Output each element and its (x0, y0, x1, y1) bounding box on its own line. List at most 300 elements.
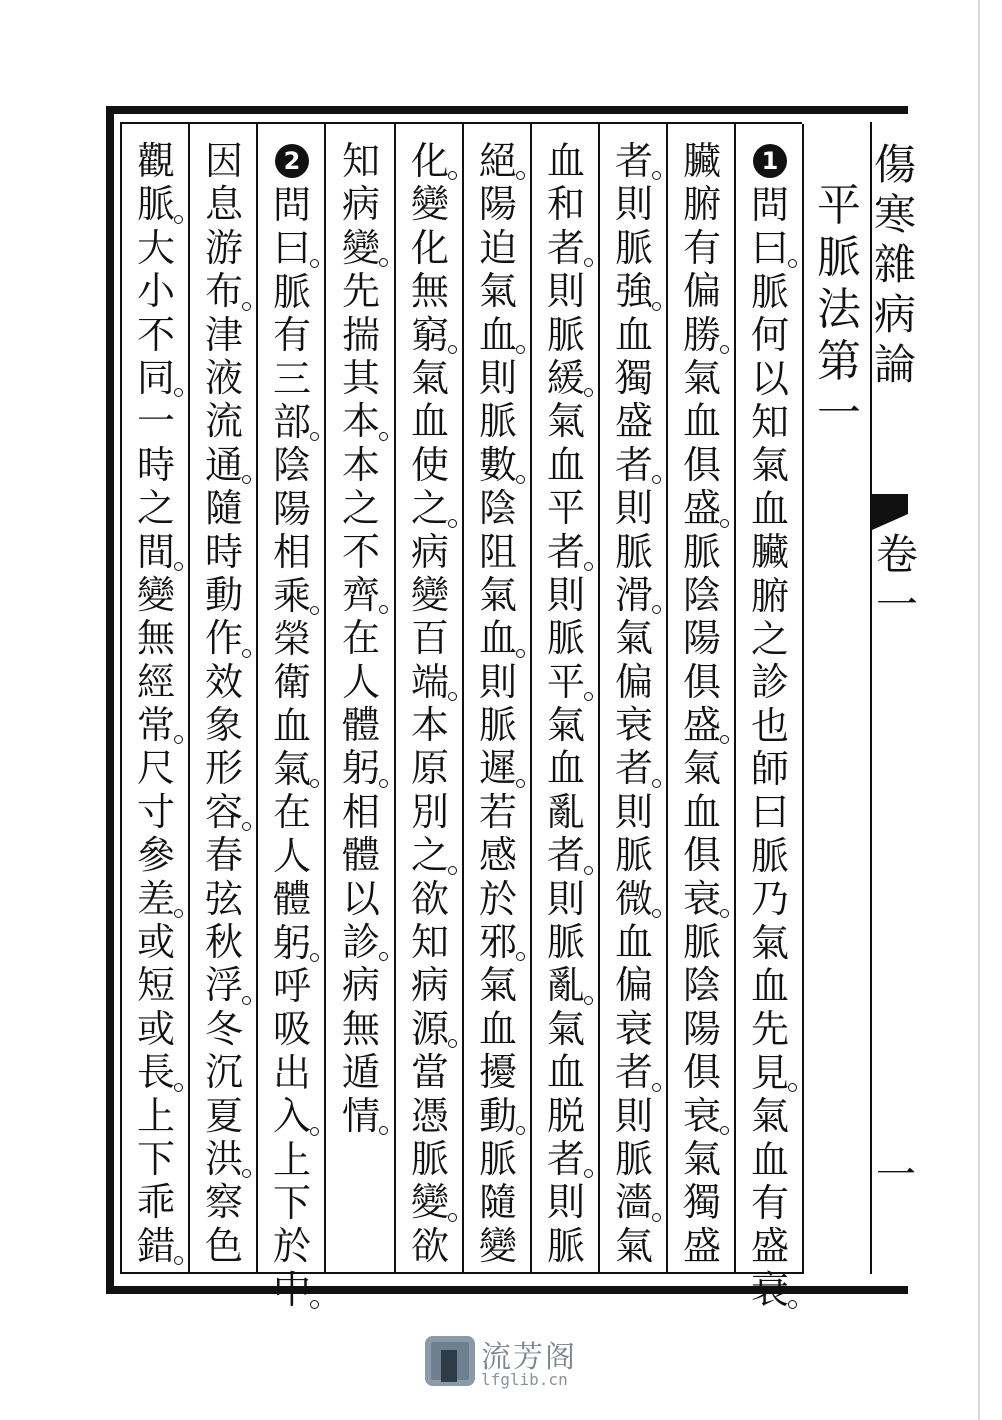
text-char: 盛 (679, 487, 725, 530)
text-char: 因 (204, 139, 243, 183)
column-divider (256, 124, 258, 1274)
text-char: 時 (204, 529, 243, 574)
text-char: 脈 (546, 312, 585, 357)
text-char: 洪 (201, 1138, 247, 1181)
text-char: 躬 (269, 922, 315, 965)
text-char: 血 (546, 746, 585, 791)
text-char: 血 (614, 312, 653, 357)
text-char: 浮 (201, 964, 247, 1007)
text-char: 衰 (679, 878, 725, 921)
text-char: 者 (611, 444, 657, 487)
text-char: 上 (272, 1137, 311, 1182)
text-char: 常 (133, 704, 179, 747)
text-char: 有 (750, 1180, 789, 1225)
text-char: 陰 (478, 486, 517, 531)
text-char: 病 (341, 963, 380, 1008)
text-char: 化 (407, 140, 453, 183)
text-char: 脈 (750, 833, 789, 878)
text-char: 有 (682, 225, 721, 270)
text-column-10 (126, 140, 186, 1270)
column-divider (324, 124, 326, 1274)
text-char: 者 (611, 1051, 657, 1094)
fish-tail-mark (872, 490, 908, 530)
text-char: 出 (272, 1050, 311, 1095)
text-char: 衰 (614, 703, 653, 748)
text-char: 衛 (272, 660, 311, 705)
text-char: 何 (750, 313, 789, 358)
text-char: 在 (341, 616, 380, 661)
text-char: 俱 (682, 833, 721, 878)
text-char: 則 (546, 876, 585, 921)
text-char: 當 (410, 1050, 449, 1095)
book-title-char: 病 (874, 290, 917, 339)
column-divider (462, 124, 464, 1274)
text-char: 中 (269, 1269, 315, 1312)
column-divider (530, 124, 532, 1274)
text-char: 血 (475, 617, 521, 660)
text-char: 問 (750, 183, 789, 227)
text-char: 象 (204, 703, 243, 748)
text-column-2 (672, 140, 732, 1270)
text-char: 病 (341, 182, 380, 227)
text-char: 小 (136, 269, 175, 314)
book-title-char: 傷 (874, 140, 917, 189)
text-char: 臟 (682, 139, 721, 183)
entry-number-badge: 1 (753, 144, 787, 178)
text-char: 別 (410, 789, 449, 834)
text-char: 感 (478, 833, 517, 878)
text-char: 氣 (682, 746, 721, 791)
text-char: 氣 (478, 269, 517, 314)
text-char: 脈 (410, 1136, 449, 1181)
text-char: 氣 (682, 355, 721, 400)
text-char: 問 (272, 183, 311, 227)
text-column-7 (331, 140, 391, 1270)
text-char: 也 (750, 703, 789, 748)
text-char: 乃 (750, 877, 789, 922)
text-char: 相 (272, 530, 311, 575)
text-char: 俱 (682, 1050, 721, 1095)
text-char: 上 (136, 1093, 175, 1138)
text-char: 察 (204, 1180, 243, 1225)
text-char: 若 (478, 789, 517, 834)
text-char: 氣 (546, 703, 585, 748)
chapter-title-char: 脈 (817, 232, 861, 283)
text-char: 氣 (546, 399, 585, 444)
volume-label (872, 530, 919, 630)
text-char: 於 (478, 876, 517, 921)
text-char: 邪 (475, 921, 521, 964)
text-char: 則 (478, 355, 517, 400)
text-char: 下 (272, 1180, 311, 1225)
text-char: 隨 (478, 1180, 517, 1225)
text-char: 觀 (136, 139, 175, 183)
text-char: 間 (133, 531, 179, 574)
text-char: 無 (341, 1006, 380, 1051)
text-char: 人 (272, 833, 311, 878)
text-char: 氣 (614, 616, 653, 661)
text-char: 經 (136, 659, 175, 704)
text-char: 吸 (272, 1007, 311, 1052)
text-char: 窮 (407, 314, 453, 357)
text-char: 冬 (204, 1006, 243, 1051)
column-divider (394, 124, 396, 1274)
text-char: 則 (546, 269, 585, 314)
text-char: 原 (410, 746, 449, 791)
text-char: 陰 (272, 443, 311, 488)
text-char: 端 (407, 661, 453, 704)
text-char: 獨 (614, 355, 653, 400)
text-char: 氣 (682, 1136, 721, 1181)
text-char: 血 (546, 1050, 585, 1095)
text-char: 本 (338, 400, 384, 443)
text-char: 數 (475, 444, 521, 487)
text-char: 腑 (750, 573, 789, 618)
text-char: 知 (410, 920, 449, 965)
text-char: 陽 (478, 182, 517, 227)
text-char: 息 (204, 182, 243, 227)
text-char: 血 (410, 399, 449, 444)
volume-label-char: 卷 (876, 530, 919, 579)
text-char: 一 (136, 399, 175, 444)
book-title-char: 論 (874, 340, 917, 389)
text-char: 血 (546, 139, 585, 183)
text-char: 獨 (682, 1180, 721, 1225)
text-char: 之 (407, 487, 453, 530)
chapter-title-char: 第 (817, 336, 861, 387)
text-char: 以 (341, 876, 380, 921)
text-char: 偏 (614, 659, 653, 704)
text-char: 氣 (478, 963, 517, 1008)
text-char: 作 (201, 617, 247, 660)
book-title (870, 140, 917, 390)
text-char: 血 (478, 1006, 517, 1051)
text-char: 微 (611, 878, 657, 921)
text-char: 於 (272, 1224, 311, 1269)
text-char: 陽 (682, 1006, 721, 1051)
text-char: 俱 (682, 659, 721, 704)
text-char: 躬 (338, 747, 384, 790)
text-char: 時 (136, 442, 175, 487)
text-char: 陰 (682, 963, 721, 1008)
text-char: 春 (204, 833, 243, 878)
text-char: 以 (750, 356, 789, 401)
text-char: 有 (272, 313, 311, 358)
text-char: 脱 (546, 1093, 585, 1138)
text-char: 血 (750, 486, 789, 531)
text-char: 下 (136, 1136, 175, 1181)
text-char: 氣 (478, 572, 517, 617)
text-column-6 (400, 140, 460, 1270)
text-char: 本 (410, 703, 449, 748)
text-char: 迫 (478, 225, 517, 270)
text-char: 俱 (682, 442, 721, 487)
text-char: 或 (136, 920, 175, 965)
text-char: 滑 (611, 574, 657, 617)
text-char: 衰 (679, 1095, 725, 1138)
text-char: 氣 (546, 1006, 585, 1051)
text-char: 脈 (614, 529, 653, 574)
text-char: 變 (410, 182, 449, 227)
text-char: 平 (546, 486, 585, 531)
text-char: 遲 (475, 747, 521, 790)
text-char: 液 (204, 355, 243, 400)
text-char: 血 (682, 789, 721, 834)
text-char: 則 (478, 659, 517, 704)
text-char: 差 (133, 878, 179, 921)
text-char: 知 (750, 399, 789, 444)
text-char: 診 (338, 921, 384, 964)
page-edge (978, 0, 980, 1420)
text-char: 先 (341, 269, 380, 314)
chapter-title (814, 180, 864, 440)
text-char: 亂 (543, 964, 589, 1007)
text-char: 脈 (478, 703, 517, 748)
text-char: 血 (682, 399, 721, 444)
text-char: 脈 (272, 269, 311, 314)
text-char: 血 (546, 442, 585, 487)
book-logo-icon (425, 1336, 475, 1386)
text-char: 脈 (546, 1223, 585, 1268)
text-char: 遁 (341, 1050, 380, 1095)
column-divider (598, 124, 600, 1274)
text-char: 榮 (272, 616, 311, 661)
text-char: 脈 (682, 529, 721, 574)
text-char: 脈 (682, 920, 721, 965)
text-char: 體 (272, 877, 311, 922)
text-char: 三 (272, 356, 311, 401)
text-column-8 (262, 140, 322, 1312)
text-char: 則 (614, 486, 653, 531)
text-char: 氣 (614, 1223, 653, 1268)
text-char: 氣 (410, 355, 449, 400)
text-char: 則 (614, 1093, 653, 1138)
text-char: 衰 (614, 1006, 653, 1051)
text-char: 血 (475, 314, 521, 357)
text-char: 大 (136, 225, 175, 270)
text-char: 無 (136, 616, 175, 661)
text-char: 寸 (136, 789, 175, 834)
text-char: 血 (750, 964, 789, 1009)
book-title-char: 雜 (874, 240, 917, 289)
column-divider (802, 124, 804, 1274)
text-char: 絕 (475, 140, 521, 183)
text-char: 無 (410, 269, 449, 314)
book-title-char: 寒 (874, 190, 917, 239)
text-char: 動 (475, 1095, 521, 1138)
text-char: 其 (341, 355, 380, 400)
text-char: 流 (204, 399, 243, 444)
text-char: 血 (272, 703, 311, 748)
text-char: 脈 (133, 183, 179, 226)
text-char: 部 (269, 401, 315, 444)
text-char: 弦 (204, 876, 243, 921)
text-char: 隨 (204, 486, 243, 531)
text-char: 者 (543, 531, 589, 574)
text-char: 盛 (679, 704, 725, 747)
text-column-9 (194, 140, 254, 1270)
text-char: 沉 (204, 1050, 243, 1095)
text-char: 曰 (747, 227, 793, 270)
text-char: 和 (546, 182, 585, 227)
text-char: 脈 (478, 399, 517, 444)
text-char: 不 (136, 312, 175, 357)
text-char: 體 (341, 833, 380, 878)
text-char: 偏 (614, 963, 653, 1008)
text-char: 秋 (204, 920, 243, 965)
text-char: 色 (204, 1223, 243, 1268)
text-char: 擾 (478, 1050, 517, 1095)
text-char: 或 (136, 1006, 175, 1051)
text-char: 欲 (410, 1223, 449, 1268)
text-char: 盛 (614, 399, 653, 444)
text-char: 見 (747, 1052, 793, 1095)
text-char: 脈 (478, 1136, 517, 1181)
text-char: 曰 (269, 227, 315, 270)
column-divider (734, 124, 736, 1274)
text-char: 脈 (614, 225, 653, 270)
text-char: 乖 (136, 1180, 175, 1225)
chapter-title-char: 一 (817, 388, 861, 439)
text-char: 者 (611, 140, 657, 183)
entry-number-badge: 2 (275, 144, 309, 178)
text-char: 氣 (750, 1094, 789, 1139)
text-char: 揣 (341, 312, 380, 357)
folio-number-text: 一 (876, 1152, 916, 1198)
text-char: 診 (750, 660, 789, 705)
text-char: 盛 (682, 1223, 721, 1268)
chapter-title-char: 平 (817, 180, 861, 231)
text-char: 者 (611, 747, 657, 790)
text-char: 乘 (269, 575, 315, 618)
text-char: 之 (407, 834, 453, 877)
text-char: 容 (201, 791, 247, 834)
text-char: 脈 (750, 269, 789, 314)
text-char: 強 (611, 270, 657, 313)
text-char: 濇 (611, 1181, 657, 1224)
text-char: 氣 (750, 443, 789, 488)
text-char: 衰 (747, 1269, 793, 1312)
text-char: 參 (136, 833, 175, 878)
text-char: 本 (341, 442, 380, 487)
text-char: 盛 (750, 1224, 789, 1269)
text-char: 不 (341, 529, 380, 574)
text-char: 平 (543, 661, 589, 704)
text-char: 在 (272, 790, 311, 835)
text-char: 源 (407, 1008, 453, 1051)
text-char: 夏 (204, 1093, 243, 1138)
text-char: 者 (543, 227, 589, 270)
text-char: 師 (750, 747, 789, 792)
watermark (425, 1330, 585, 1400)
watermark-title: 流芳阁 (481, 1340, 577, 1375)
text-char: 效 (204, 659, 243, 704)
text-char: 阻 (478, 529, 517, 574)
text-char: 呼 (272, 964, 311, 1009)
text-char: 之 (136, 486, 175, 531)
text-char: 病 (410, 963, 449, 1008)
text-char: 氣 (269, 748, 315, 791)
text-char: 通 (201, 444, 247, 487)
folio-number (872, 1150, 916, 1200)
text-char: 齊 (338, 574, 384, 617)
text-char: 偏 (682, 269, 721, 314)
text-char: 形 (204, 746, 243, 791)
text-char: 脈 (546, 616, 585, 661)
text-char: 腑 (682, 182, 721, 227)
text-char: 者 (543, 1138, 589, 1181)
text-char: 則 (546, 1180, 585, 1225)
text-char: 化 (410, 225, 449, 270)
text-char: 陰 (682, 572, 721, 617)
text-char: 游 (204, 225, 243, 270)
text-char: 錯 (133, 1225, 179, 1268)
text-char: 入 (269, 1095, 315, 1138)
text-char: 使 (410, 442, 449, 487)
text-char: 變 (478, 1223, 517, 1268)
text-char: 變 (407, 1181, 453, 1224)
text-char: 先 (750, 1007, 789, 1052)
text-char: 之 (341, 486, 380, 531)
text-char: 陽 (682, 616, 721, 661)
column-divider (188, 124, 190, 1274)
volume-label-char: 一 (876, 580, 919, 629)
text-char: 人 (341, 659, 380, 704)
text-char: 變 (136, 572, 175, 617)
text-char: 則 (614, 182, 653, 227)
text-char: 則 (614, 789, 653, 834)
text-column-4 (536, 140, 596, 1270)
text-char: 知 (341, 139, 380, 183)
text-char: 相 (341, 789, 380, 834)
column-divider (666, 124, 668, 1274)
text-char: 脈 (546, 920, 585, 965)
text-column-3 (604, 140, 664, 1270)
text-char: 長 (133, 1051, 179, 1094)
text-char: 血 (614, 920, 653, 965)
text-char: 亂 (546, 789, 585, 834)
text-char: 曰 (750, 790, 789, 835)
chapter-title-char: 法 (817, 284, 861, 335)
text-char: 同 (133, 357, 179, 400)
text-char: 尺 (136, 746, 175, 791)
text-char: 脈 (614, 833, 653, 878)
text-char: 緩 (543, 357, 589, 400)
text-char: 勝 (679, 314, 725, 357)
text-char: 憑 (410, 1093, 449, 1138)
text-char: 病 (410, 529, 449, 574)
text-char: 血 (750, 1137, 789, 1182)
text-char: 情 (338, 1095, 384, 1138)
text-char: 欲 (410, 876, 449, 921)
text-column-1 (740, 140, 800, 1312)
text-char: 臟 (750, 530, 789, 575)
text-char: 變 (338, 227, 384, 270)
text-char: 之 (750, 616, 789, 661)
text-char: 變 (410, 572, 449, 617)
text-char: 體 (341, 703, 380, 748)
text-char: 脈 (614, 1136, 653, 1181)
watermark-url: lfglib.cn (481, 1370, 568, 1389)
text-char: 短 (136, 963, 175, 1008)
text-char: 陽 (272, 486, 311, 531)
text-char: 則 (546, 572, 585, 617)
text-column-5 (468, 140, 528, 1270)
text-char: 動 (204, 572, 243, 617)
text-char: 布 (201, 270, 247, 313)
text-char: 者 (543, 834, 589, 877)
text-char: 氣 (750, 920, 789, 965)
